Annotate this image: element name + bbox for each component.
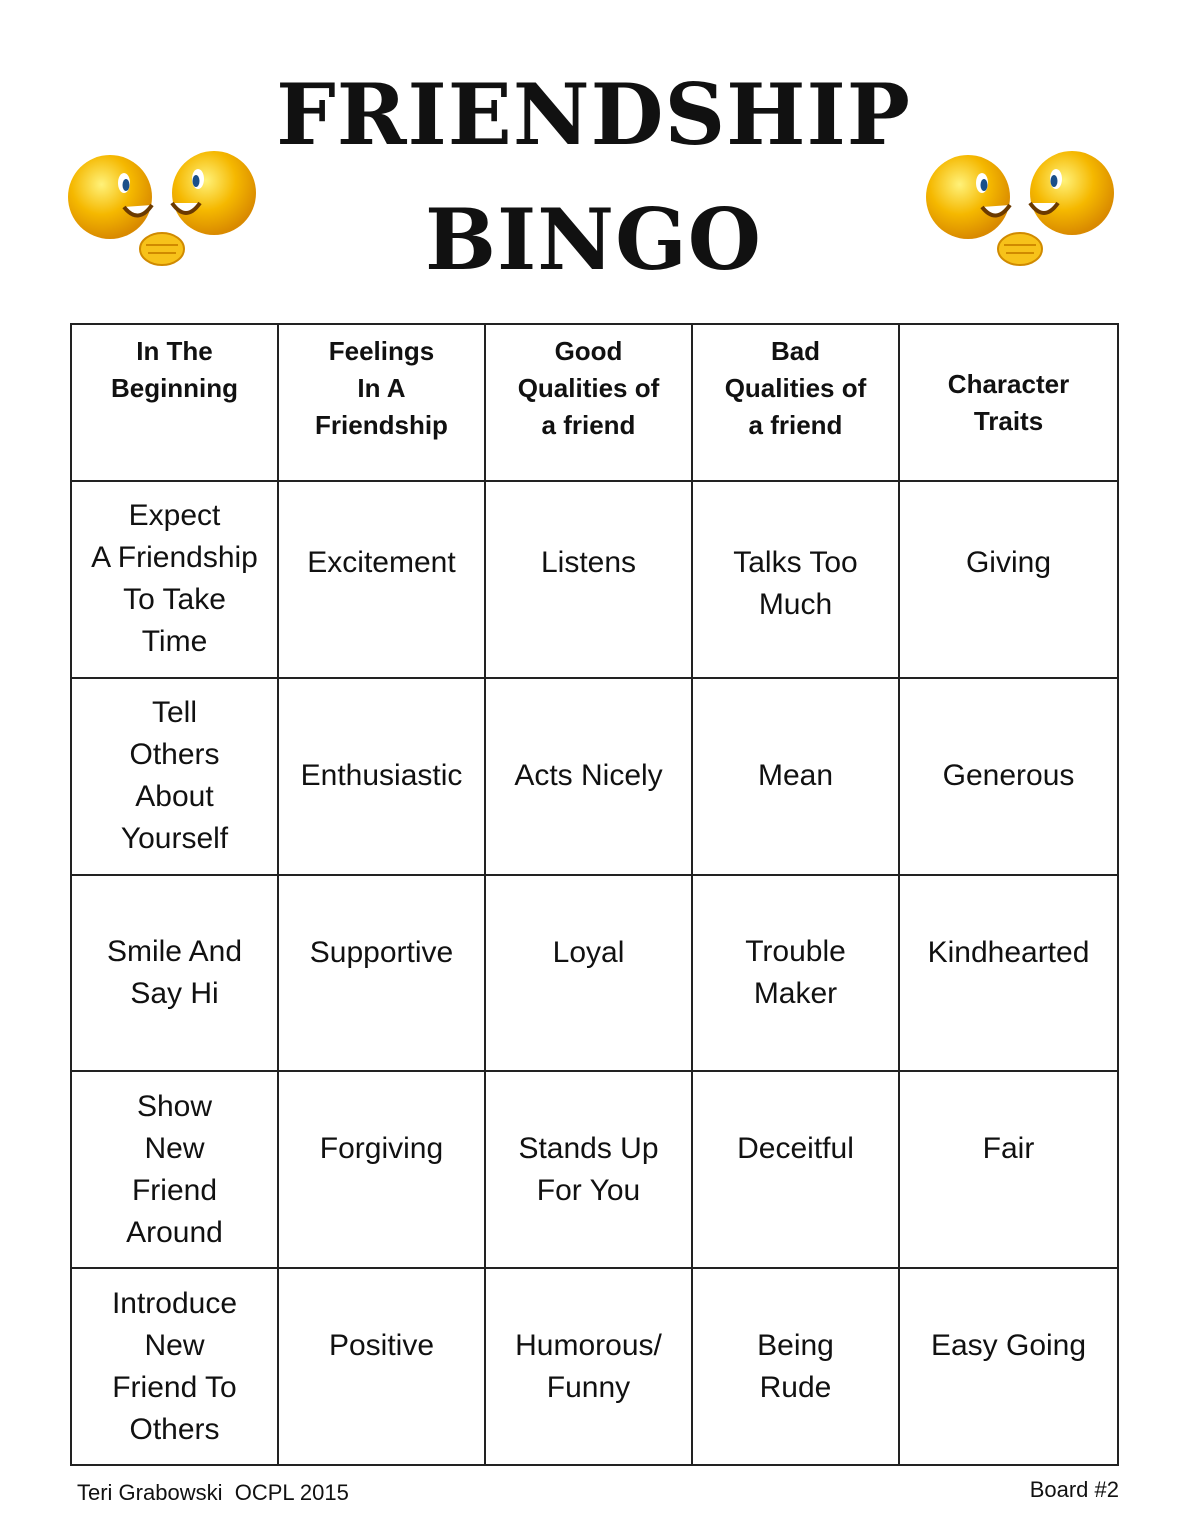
bingo-cell[interactable] bbox=[899, 1071, 1118, 1268]
cell-line: Enthusiastic bbox=[300, 759, 463, 793]
bingo-cell[interactable] bbox=[899, 678, 1118, 875]
cell-line: Friend To bbox=[112, 1370, 237, 1404]
header-line: Character bbox=[947, 368, 1070, 399]
cell-line: Tell bbox=[151, 696, 197, 730]
cell-line: Funny bbox=[546, 1371, 631, 1405]
bingo-cell[interactable] bbox=[278, 875, 485, 1072]
table-row bbox=[71, 875, 1118, 1072]
header-line: Friendship bbox=[315, 410, 448, 440]
cell-line: Fair bbox=[982, 1132, 1035, 1166]
cell-line: Being bbox=[757, 1329, 834, 1363]
cell-line: A Friendship bbox=[91, 541, 258, 575]
cell-line: Much bbox=[758, 588, 833, 621]
cell-line: Excitement bbox=[307, 546, 456, 579]
bingo-cell[interactable] bbox=[71, 875, 278, 1072]
column-header bbox=[899, 324, 1118, 481]
cell-line: Show bbox=[136, 1089, 213, 1123]
cell-line: Mean bbox=[757, 759, 834, 793]
cell-line: New bbox=[144, 1328, 205, 1362]
bingo-cell[interactable] bbox=[278, 1268, 485, 1465]
cell-line: Generous bbox=[942, 759, 1075, 793]
bingo-cell[interactable] bbox=[71, 481, 278, 678]
header-line: Beginning bbox=[110, 373, 239, 403]
cell-line: Others bbox=[129, 738, 220, 772]
bingo-cell[interactable] bbox=[899, 1268, 1118, 1465]
cell-line: Yourself bbox=[120, 822, 229, 856]
cell-line: Deceitful bbox=[737, 1132, 854, 1166]
cell-line: Around bbox=[126, 1215, 223, 1249]
column-header bbox=[692, 324, 899, 481]
smiley-handshake-icon-left bbox=[62, 145, 262, 275]
table-row bbox=[71, 678, 1118, 875]
cell-line: Humorous/ bbox=[515, 1329, 662, 1363]
header-line: In The bbox=[136, 336, 213, 366]
cell-line: Positive bbox=[328, 1329, 435, 1363]
board-number: Board #2 bbox=[1029, 1477, 1119, 1502]
bingo-cell[interactable] bbox=[71, 678, 278, 875]
bingo-cell[interactable] bbox=[278, 1071, 485, 1268]
header-line: Qualities of bbox=[517, 373, 660, 403]
bingo-cell[interactable] bbox=[278, 678, 485, 875]
cell-line: Acts Nicely bbox=[514, 759, 663, 793]
cell-line: For You bbox=[536, 1174, 641, 1208]
bingo-cell[interactable] bbox=[899, 481, 1118, 678]
header-line: Bad bbox=[770, 336, 821, 366]
smiley-handshake-icon-right bbox=[920, 145, 1120, 275]
column-header bbox=[71, 324, 278, 481]
bingo-cell[interactable] bbox=[278, 481, 485, 678]
header-line: Good bbox=[554, 336, 623, 366]
bingo-cell[interactable] bbox=[71, 1071, 278, 1268]
bingo-cell[interactable] bbox=[692, 1268, 899, 1465]
cell-line: Forgiving bbox=[319, 1132, 444, 1166]
credit-text: Teri Grabowski OCPL 2015 bbox=[77, 1480, 349, 1505]
cell-line: Giving bbox=[965, 546, 1052, 579]
bingo-cell[interactable] bbox=[692, 1071, 899, 1268]
cell-line: Stands Up bbox=[518, 1132, 659, 1166]
bingo-cell[interactable] bbox=[485, 875, 692, 1072]
bingo-cell[interactable] bbox=[899, 875, 1118, 1072]
cell-line: To Take bbox=[123, 583, 226, 617]
cell-line: Loyal bbox=[552, 935, 625, 969]
column-header bbox=[485, 324, 692, 481]
bingo-cell[interactable] bbox=[71, 1268, 278, 1465]
cell-line: Others bbox=[129, 1412, 220, 1446]
cell-line: Smile And bbox=[106, 934, 243, 968]
bingo-cell[interactable] bbox=[692, 678, 899, 875]
page-title-line1: FRIENDSHIP bbox=[276, 65, 911, 164]
bingo-board bbox=[70, 323, 1119, 1466]
header-line: In A bbox=[357, 373, 406, 403]
cell-line: New bbox=[144, 1131, 205, 1165]
header-line: Qualities of bbox=[724, 373, 867, 403]
bingo-cell[interactable] bbox=[692, 875, 899, 1072]
bingo-cell[interactable] bbox=[692, 481, 899, 678]
header-line: a friend bbox=[748, 410, 843, 440]
column-header bbox=[278, 324, 485, 481]
cell-line: Expect bbox=[128, 499, 221, 533]
cell-line: Maker bbox=[753, 976, 838, 1010]
table-row bbox=[71, 1268, 1118, 1465]
cell-line: Say Hi bbox=[130, 976, 219, 1010]
cell-line: Easy Going bbox=[930, 1329, 1087, 1363]
header-row bbox=[71, 324, 1118, 481]
cell-line: Supportive bbox=[309, 935, 454, 969]
cell-line: Listens bbox=[540, 546, 637, 579]
table-row bbox=[71, 481, 1118, 678]
cell-line: Introduce bbox=[111, 1286, 238, 1320]
cell-line: Talks Too bbox=[733, 546, 858, 579]
table-row bbox=[71, 1071, 1118, 1268]
cell-line: Rude bbox=[759, 1371, 832, 1405]
header-line: Feelings bbox=[328, 336, 435, 366]
cell-line: Kindhearted bbox=[927, 935, 1090, 969]
bingo-cell[interactable] bbox=[485, 481, 692, 678]
cell-line: Friend bbox=[131, 1173, 218, 1207]
header-line: a friend bbox=[541, 410, 636, 440]
header-line: Traits bbox=[973, 405, 1044, 436]
bingo-cell[interactable] bbox=[485, 678, 692, 875]
cell-line: Trouble bbox=[745, 934, 846, 968]
page-title-line2: BINGO bbox=[425, 190, 762, 289]
bingo-cell[interactable] bbox=[485, 1071, 692, 1268]
cell-line: About bbox=[135, 780, 214, 814]
bingo-cell[interactable] bbox=[485, 1268, 692, 1465]
cell-line: Time bbox=[141, 625, 208, 659]
